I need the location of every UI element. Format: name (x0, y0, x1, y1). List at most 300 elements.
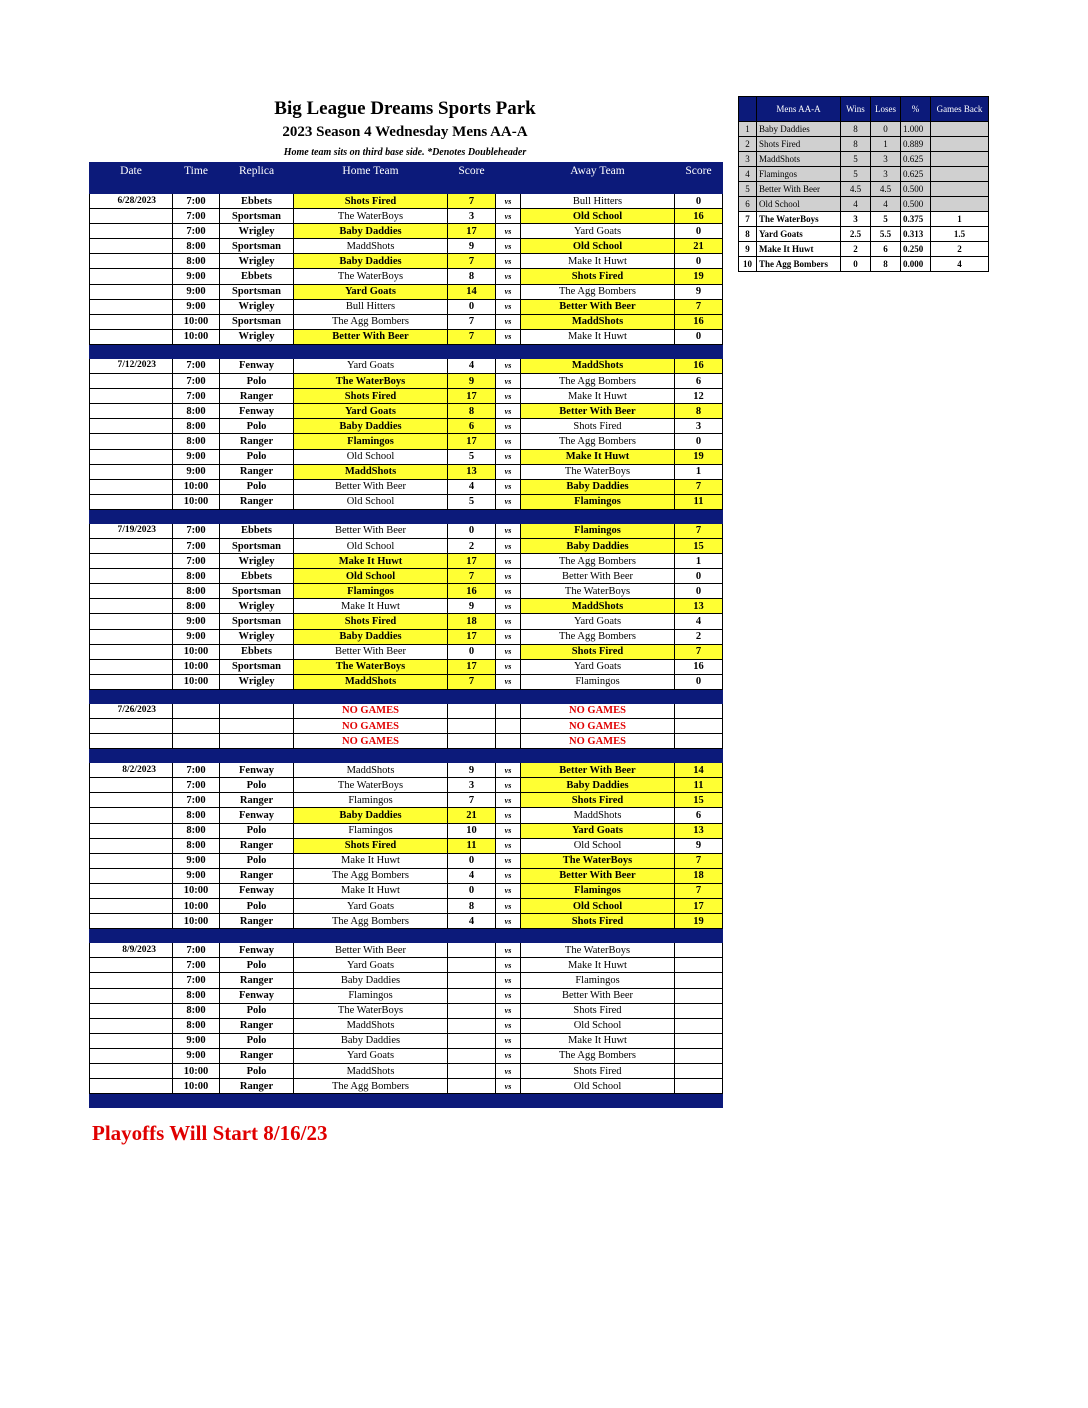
schedule-header-row (90, 163, 723, 180)
vs-label: vs (496, 599, 521, 614)
week-separator (90, 749, 723, 763)
game-time: 8:00 (173, 419, 220, 434)
home-team: MaddShots (294, 674, 448, 689)
standing-games-back: 1 (931, 212, 989, 227)
vs-label: vs (496, 194, 521, 209)
column-header: Replica (220, 163, 294, 180)
home-team: Make It Huwt (294, 554, 448, 569)
home-team: Flamingos (294, 584, 448, 599)
game-row (90, 479, 723, 494)
away-team: Shots Fired (521, 1003, 675, 1018)
home-score (448, 958, 496, 973)
game-field: Wrigley (220, 629, 294, 644)
week-separator (90, 929, 723, 943)
game-field: Ebbets (220, 269, 294, 284)
game-date (90, 569, 173, 584)
away-team: The WaterBoys (521, 584, 675, 599)
away-team: Yard Goats (521, 224, 675, 239)
home-team: Old School (294, 449, 448, 464)
game-time: 10:00 (173, 479, 220, 494)
game-field: Wrigley (220, 329, 294, 344)
home-score: 10 (448, 823, 496, 838)
game-date (90, 674, 173, 689)
away-score: 7 (675, 883, 723, 898)
away-score: 2 (675, 629, 723, 644)
standing-games-back (931, 197, 989, 212)
vs-label: vs (496, 943, 521, 958)
game-row (90, 838, 723, 853)
standing-losses: 4.5 (871, 182, 901, 197)
home-score: 0 (448, 299, 496, 314)
standing-wins: 5 (841, 167, 871, 182)
game-field: Fenway (220, 988, 294, 1003)
standing-rank: 10 (739, 257, 757, 272)
home-team: Flamingos (294, 823, 448, 838)
away-score: 8 (675, 404, 723, 419)
game-date (90, 239, 173, 254)
vs-label: vs (496, 584, 521, 599)
game-field: Wrigley (220, 299, 294, 314)
home-score: 17 (448, 389, 496, 404)
standing-rank: 4 (739, 167, 757, 182)
away-score: 15 (675, 793, 723, 808)
game-field: Polo (220, 1003, 294, 1018)
game-row (90, 1003, 723, 1018)
game-row (90, 899, 723, 914)
game-date (90, 1063, 173, 1078)
game-time (173, 703, 220, 718)
game-field (220, 734, 294, 749)
game-time: 10:00 (173, 914, 220, 929)
game-row (90, 793, 723, 808)
standing-team: The Agg Bombers (757, 257, 841, 272)
game-date (90, 958, 173, 973)
away-score: 12 (675, 389, 723, 404)
vs-label: vs (496, 823, 521, 838)
away-team: Make It Huwt (521, 389, 675, 404)
column-header: Games Back (931, 97, 989, 122)
home-score: 9 (448, 374, 496, 389)
home-team: Baby Daddies (294, 1033, 448, 1048)
away-score: 7 (675, 644, 723, 659)
game-row (90, 778, 723, 793)
home-team: Yard Goats (294, 284, 448, 299)
away-team: The Agg Bombers (521, 434, 675, 449)
game-row (90, 614, 723, 629)
home-team: Baby Daddies (294, 808, 448, 823)
vs-label: vs (496, 554, 521, 569)
away-score: 16 (675, 659, 723, 674)
home-score (448, 719, 496, 734)
game-time: 10:00 (173, 899, 220, 914)
game-row (90, 358, 723, 373)
home-team: Better With Beer (294, 329, 448, 344)
game-date (90, 434, 173, 449)
standing-losses: 3 (871, 167, 901, 182)
home-score: 8 (448, 269, 496, 284)
away-score: 21 (675, 239, 723, 254)
game-row (90, 239, 723, 254)
away-score (675, 958, 723, 973)
game-field: Ranger (220, 914, 294, 929)
vs-label: vs (496, 284, 521, 299)
game-date (90, 419, 173, 434)
game-field: Ranger (220, 434, 294, 449)
home-score: 18 (448, 614, 496, 629)
away-team: Yard Goats (521, 614, 675, 629)
away-score: 0 (675, 584, 723, 599)
game-row (90, 599, 723, 614)
game-row (90, 1063, 723, 1078)
home-score: 9 (448, 239, 496, 254)
game-field: Fenway (220, 883, 294, 898)
standing-games-back (931, 137, 989, 152)
vs-label: vs (496, 793, 521, 808)
away-team: Baby Daddies (521, 778, 675, 793)
away-score: 1 (675, 554, 723, 569)
schedule-note: Home team sits on third base side. *Denotes Doubleheader (283, 147, 527, 158)
standing-losses: 0 (871, 122, 901, 137)
vs-label (496, 719, 521, 734)
game-field: Ranger (220, 793, 294, 808)
home-team: Yard Goats (294, 404, 448, 419)
game-row (90, 419, 723, 434)
game-row (90, 254, 723, 269)
away-team: Flamingos (521, 883, 675, 898)
away-team: Shots Fired (521, 914, 675, 929)
home-score: 5 (448, 494, 496, 509)
game-time: 7:00 (173, 523, 220, 538)
standing-wins: 2 (841, 242, 871, 257)
away-team: MaddShots (521, 358, 675, 373)
home-team: Old School (294, 538, 448, 553)
game-time: 9:00 (173, 269, 220, 284)
game-time: 7:00 (173, 358, 220, 373)
game-row (90, 629, 723, 644)
game-field: Wrigley (220, 599, 294, 614)
away-score: 7 (675, 299, 723, 314)
vs-label: vs (496, 523, 521, 538)
standing-wins: 5 (841, 152, 871, 167)
away-score (675, 1079, 723, 1094)
home-score: 17 (448, 629, 496, 644)
game-date (90, 584, 173, 599)
standings-row (739, 257, 989, 272)
away-score: 19 (675, 449, 723, 464)
away-team: Make It Huwt (521, 1033, 675, 1048)
game-time: 8:00 (173, 239, 220, 254)
game-date (90, 1048, 173, 1063)
vs-label: vs (496, 644, 521, 659)
game-field: Sportsman (220, 614, 294, 629)
game-date: 7/12/2023 (90, 358, 173, 373)
away-score (675, 1048, 723, 1063)
game-field: Polo (220, 853, 294, 868)
away-team: Make It Huwt (521, 958, 675, 973)
away-score: 0 (675, 194, 723, 209)
away-team: Better With Beer (521, 404, 675, 419)
vs-label: vs (496, 1033, 521, 1048)
game-field: Ranger (220, 1079, 294, 1094)
game-time: 7:00 (173, 209, 220, 224)
vs-label: vs (496, 464, 521, 479)
vs-label: vs (496, 808, 521, 823)
game-field: Ebbets (220, 194, 294, 209)
standings-table (738, 96, 989, 272)
away-score: 19 (675, 269, 723, 284)
standing-losses: 4 (871, 197, 901, 212)
game-field: Fenway (220, 358, 294, 373)
game-field: Sportsman (220, 209, 294, 224)
standing-pct: 0.625 (901, 167, 931, 182)
game-field: Ranger (220, 1048, 294, 1063)
away-team: Shots Fired (521, 1063, 675, 1078)
game-date (90, 1003, 173, 1018)
game-field: Fenway (220, 943, 294, 958)
vs-label: vs (496, 329, 521, 344)
vs-label: vs (496, 434, 521, 449)
away-team: Better With Beer (521, 569, 675, 584)
game-date (90, 659, 173, 674)
away-team: Yard Goats (521, 659, 675, 674)
standing-losses: 8 (871, 257, 901, 272)
away-score (675, 703, 723, 718)
game-date (90, 1079, 173, 1094)
away-team: The Agg Bombers (521, 1048, 675, 1063)
away-score (675, 973, 723, 988)
away-score: 6 (675, 808, 723, 823)
game-time: 7:00 (173, 943, 220, 958)
game-row (90, 1018, 723, 1033)
standing-rank: 8 (739, 227, 757, 242)
game-field (220, 719, 294, 734)
home-score: 17 (448, 554, 496, 569)
away-score (675, 1063, 723, 1078)
home-score (448, 1063, 496, 1078)
vs-label: vs (496, 239, 521, 254)
away-team: Make It Huwt (521, 254, 675, 269)
standing-games-back (931, 152, 989, 167)
away-team: Flamingos (521, 523, 675, 538)
home-score: 8 (448, 899, 496, 914)
home-team: Shots Fired (294, 389, 448, 404)
away-team: The Agg Bombers (521, 374, 675, 389)
home-score: 7 (448, 793, 496, 808)
game-field: Ebbets (220, 644, 294, 659)
game-row (90, 1048, 723, 1063)
game-time: 7:00 (173, 194, 220, 209)
game-field: Wrigley (220, 674, 294, 689)
game-date (90, 284, 173, 299)
away-team: Shots Fired (521, 644, 675, 659)
home-team: Flamingos (294, 793, 448, 808)
home-team: Yard Goats (294, 1048, 448, 1063)
away-score: 0 (675, 254, 723, 269)
away-team: Better With Beer (521, 763, 675, 778)
game-date (90, 778, 173, 793)
game-time: 8:00 (173, 254, 220, 269)
away-team: MaddShots (521, 808, 675, 823)
game-time: 8:00 (173, 1018, 220, 1033)
game-date (90, 808, 173, 823)
home-score: 4 (448, 358, 496, 373)
game-row (90, 449, 723, 464)
game-date: 7/19/2023 (90, 523, 173, 538)
vs-label: vs (496, 899, 521, 914)
vs-label: vs (496, 958, 521, 973)
home-team: NO GAMES (294, 719, 448, 734)
game-time: 8:00 (173, 434, 220, 449)
game-row (90, 194, 723, 209)
page-title: Big League Dreams Sports Park (274, 98, 536, 119)
game-row (90, 973, 723, 988)
home-score (448, 988, 496, 1003)
standings-row (739, 137, 989, 152)
home-team: Shots Fired (294, 838, 448, 853)
standings-row (739, 242, 989, 257)
game-row (90, 674, 723, 689)
game-date (90, 1033, 173, 1048)
away-team: Shots Fired (521, 419, 675, 434)
vs-label: vs (496, 1003, 521, 1018)
away-score: 15 (675, 538, 723, 553)
column-header: Loses (871, 97, 901, 122)
home-team: The WaterBoys (294, 209, 448, 224)
game-field: Wrigley (220, 224, 294, 239)
away-team: Old School (521, 1079, 675, 1094)
game-row (90, 374, 723, 389)
home-score (448, 734, 496, 749)
away-score: 0 (675, 674, 723, 689)
home-team: Yard Goats (294, 358, 448, 373)
away-team: Make It Huwt (521, 329, 675, 344)
standing-pct: 0.250 (901, 242, 931, 257)
home-score: 5 (448, 449, 496, 464)
vs-label: vs (496, 254, 521, 269)
game-row (90, 494, 723, 509)
game-time: 10:00 (173, 1063, 220, 1078)
home-team: Old School (294, 569, 448, 584)
column-header: Away Team (521, 163, 675, 180)
vs-label: vs (496, 479, 521, 494)
game-field: Ranger (220, 1018, 294, 1033)
vs-label: vs (496, 299, 521, 314)
home-team: The Agg Bombers (294, 1079, 448, 1094)
game-time: 8:00 (173, 599, 220, 614)
game-row (90, 763, 723, 778)
game-row (90, 224, 723, 239)
game-field: Polo (220, 1063, 294, 1078)
schedule-table (89, 162, 723, 1108)
week-separator (90, 689, 723, 703)
home-team: Flamingos (294, 434, 448, 449)
standing-wins: 8 (841, 137, 871, 152)
game-time: 9:00 (173, 853, 220, 868)
away-team: The Agg Bombers (521, 629, 675, 644)
game-date (90, 838, 173, 853)
game-time: 8:00 (173, 584, 220, 599)
game-date (90, 374, 173, 389)
home-team: Make It Huwt (294, 599, 448, 614)
standing-pct: 0.625 (901, 152, 931, 167)
away-score: 0 (675, 569, 723, 584)
standing-wins: 8 (841, 122, 871, 137)
vs-label: vs (496, 659, 521, 674)
home-score: 4 (448, 479, 496, 494)
game-date (90, 853, 173, 868)
game-date (90, 209, 173, 224)
home-score: 3 (448, 209, 496, 224)
game-time: 8:00 (173, 838, 220, 853)
away-score: 4 (675, 614, 723, 629)
game-time: 7:00 (173, 554, 220, 569)
away-team: Better With Beer (521, 299, 675, 314)
home-score: 9 (448, 599, 496, 614)
away-score (675, 1018, 723, 1033)
vs-label: vs (496, 614, 521, 629)
game-date (90, 224, 173, 239)
home-team: MaddShots (294, 1018, 448, 1033)
game-time: 8:00 (173, 823, 220, 838)
standing-rank: 5 (739, 182, 757, 197)
standing-rank: 3 (739, 152, 757, 167)
game-row (90, 209, 723, 224)
standings-row (739, 122, 989, 137)
home-score: 2 (448, 538, 496, 553)
game-row (90, 269, 723, 284)
game-row (90, 329, 723, 344)
home-score: 0 (448, 853, 496, 868)
home-score (448, 943, 496, 958)
home-team: NO GAMES (294, 703, 448, 718)
game-time: 10:00 (173, 1079, 220, 1094)
game-field (220, 703, 294, 718)
vs-label: vs (496, 868, 521, 883)
game-date (90, 973, 173, 988)
standing-pct: 0.313 (901, 227, 931, 242)
game-date (90, 1018, 173, 1033)
away-score (675, 943, 723, 958)
home-team: Flamingos (294, 988, 448, 1003)
game-time: 7:00 (173, 778, 220, 793)
standings-row (739, 197, 989, 212)
game-date (90, 314, 173, 329)
game-field: Polo (220, 899, 294, 914)
vs-label: vs (496, 914, 521, 929)
home-team: MaddShots (294, 239, 448, 254)
game-field: Ranger (220, 389, 294, 404)
game-time: 9:00 (173, 284, 220, 299)
home-score: 17 (448, 659, 496, 674)
vs-label: vs (496, 314, 521, 329)
game-date (90, 629, 173, 644)
game-field: Ranger (220, 868, 294, 883)
away-team: The WaterBoys (521, 464, 675, 479)
game-date (90, 389, 173, 404)
column-header: Home Team (294, 163, 448, 180)
vs-label: vs (496, 1018, 521, 1033)
standings-row (739, 212, 989, 227)
game-date (90, 614, 173, 629)
game-time: 7:00 (173, 958, 220, 973)
game-row (90, 299, 723, 314)
game-time: 10:00 (173, 674, 220, 689)
game-date (90, 329, 173, 344)
game-field: Polo (220, 479, 294, 494)
game-field: Ebbets (220, 569, 294, 584)
game-row (90, 1033, 723, 1048)
vs-label: vs (496, 358, 521, 373)
